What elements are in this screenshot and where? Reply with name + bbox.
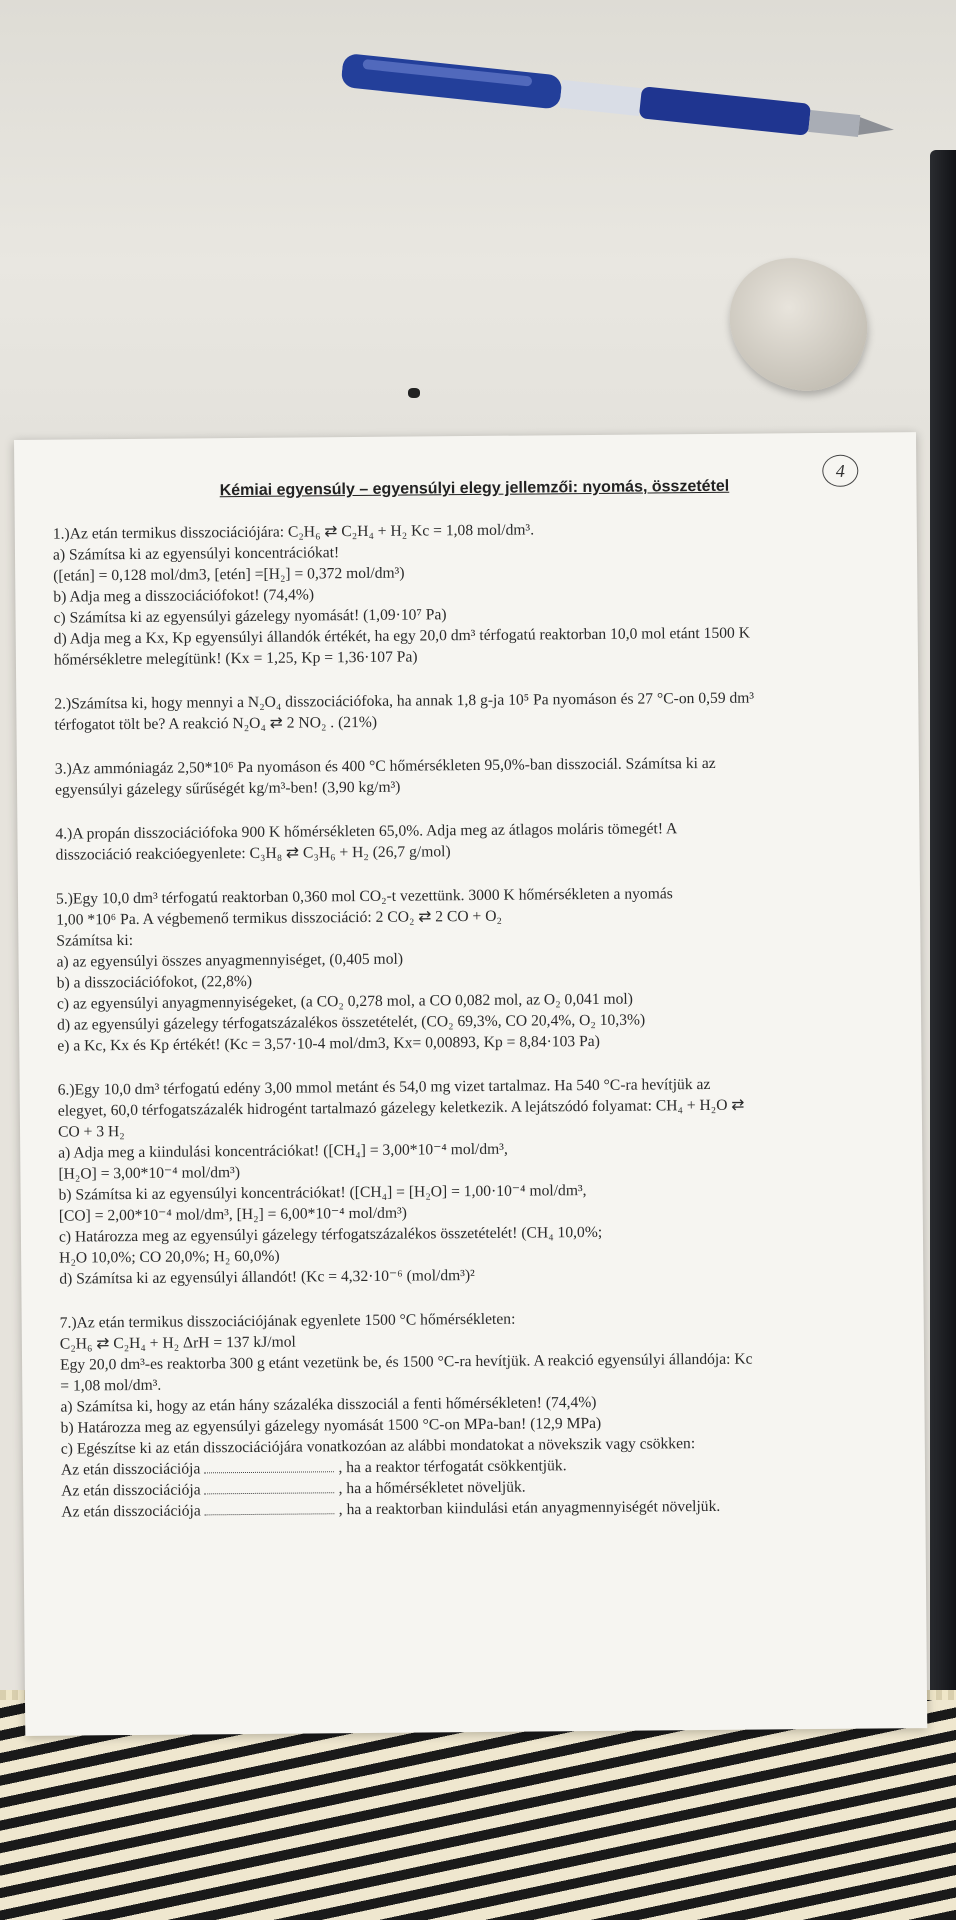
text-line: a) az egyensúlyi összes anyagmennyiséget, (0,405 mol) [56, 950, 404, 971]
fill-in-blank[interactable] [205, 1492, 335, 1494]
worksheet-paper [14, 432, 927, 1736]
fill-in-suffix: , ha a reaktorban kiindulási etán anyagmennyiségét növeljük. [338, 1497, 721, 1519]
fill-in-prefix: Az etán disszociációja [61, 1502, 201, 1521]
text-line: c) Számítsa ki az egyensúlyi gázelegy nyomását! (1,09·10⁷ Pa) [53, 606, 447, 627]
laptop-edge [930, 150, 956, 1710]
text-line: 1.)Az etán termikus disszociációjára: C₂H₆ ⇄ C₂H₄ + H₂ Kc = 1,08 mol/dm³. [52, 521, 535, 543]
text-line: 1,00 *10⁶ Pa. A végbemenő termikus disszociáció: 2 CO₂ ⇄ 2 CO + O₂ [56, 907, 502, 929]
text-line: d) az egyensúlyi gázelegy térfogatszázalékos összetételét, (CO₂ 69,3%, CO 20,4%, O₂ 10,3%) [57, 1011, 646, 1034]
text-line: b) Adja meg a disszociációfokot! (74,4%) [53, 586, 315, 606]
fill-in-suffix: , ha a reaktor térfogatát csökkentjük. [338, 1457, 567, 1477]
text-line: 3.)Az ammóniagáz 2,50*10⁶ Pa nyomáson és 400 °C hőmérsékleten 95,0%-ban disszociál. Számítsa ki az [54, 754, 716, 778]
text-line: térfogatot tölt be? A reakció N₂O₄ ⇄ 2 NO₂ . (21%) [54, 713, 378, 734]
text-line: c) Határozza meg az egyensúlyi gázelegy térfogatszázalékos összetételét! (CH₄ 10,0%; [58, 1223, 603, 1246]
text-line: c) az egyensúlyi anyagmennyiségeket, (a CO₂ 0,278 mol, a CO 0,082 mol, az O₂ 0,041 mol) [56, 990, 634, 1013]
text-line: [H₂O] = 3,00*10⁻⁴ mol/dm³) [58, 1164, 241, 1183]
text-line: d) Számítsa ki az egyensúlyi állandót! (Kc = 4,32·10⁻⁶ (mol/dm³)² [59, 1267, 475, 1288]
text-line: [CO] = 2,00*10⁻⁴ mol/dm³, [H₂] = 6,00*10⁻⁴ mol/dm³) [58, 1204, 408, 1225]
page-number: 4 [822, 455, 858, 487]
text-line: d) Adja meg a Kx, Kp egyensúlyi állandók értékét, ha egy 20,0 dm³ térfogatú reaktorban 10,0 mol etánt 1500 K [53, 624, 751, 648]
ink-dot [408, 388, 420, 398]
text-line: 7.)Az etán termikus disszociációjának egyenlete 1500 °C hőmérsékleten: [59, 1310, 516, 1332]
text-line: H₂O 10,0%; CO 20,0%; H₂ 60,0%) [59, 1247, 280, 1267]
text-line: 4.)A propán disszociációfoka 900 K hőmérsékleten 65,0%. Adja meg az átlagos moláris tömegét! A [55, 820, 678, 843]
text-line: hőmérsékletre melegítünk! (Kx = 1,25, Kp = 1,36·107 Pa) [53, 648, 418, 669]
text-line: CO + 3 H₂ [57, 1123, 125, 1141]
text-line: b) Határozza meg az egyensúlyi gázelegy nyomását 1500 °C-on MPa-ban! (12,9 MPa) [60, 1414, 602, 1437]
text-line: a) Számítsa ki az egyensúlyi koncentrációkat! [52, 544, 340, 564]
text-line: 5.)Egy 10,0 dm³ térfogatú reaktorban 0,360 mol CO₂-t vezettünk. 3000 K hőmérsékleten a nyomás [55, 885, 673, 908]
text-line: a) Számítsa ki, hogy az etán hány százaléka disszociál a fenti hőmérsékleten! (74,4%) [60, 1393, 597, 1416]
text-line: a) Adja meg a kiindulási koncentrációkat! ([CH₄] = 3,00*10⁻⁴ mol/dm³, [58, 1140, 508, 1162]
text-line: 2.)Számítsa ki, hogy mennyi a N₂O₄ disszociációfoka, ha annak 1,8 g-ja 10⁵ Pa nyomáson és 27 °C-on 0,59 dm³ [54, 689, 755, 713]
text-line: disszociáció reakcióegyenlete: C₃H₈ ⇄ C₃H₆ + H₂ (26,7 g/mol) [55, 843, 451, 864]
document-content [53, 516, 914, 1522]
text-line: egyensúlyi gázelegy sűrűségét kg/m³-ben! (3,90 kg/m³) [54, 778, 401, 799]
text-line: b) a disszociációfokot, (22,8%) [56, 972, 253, 992]
text-line: c) Egészítse ki az etán disszociációjára vonatkozóan az alábbi mondatokat a növekszik vagy csökken: [60, 1435, 696, 1458]
fill-in-blank[interactable] [204, 1471, 334, 1473]
text-line: ([etán] = 0,128 mol/dm3, [etén] =[H₂] = 0,372 mol/dm³) [53, 564, 405, 585]
text-line: Egy 20,0 dm³-es reaktorba 300 g etánt vezetünk be, és 1500 °C-ra hevítjük. A reakció egyensúlyi állandója: Kc [60, 1350, 753, 1374]
fill-in-prefix: Az etán disszociációja [61, 1481, 201, 1500]
text-line: e) a Kc, Kx és Kp értékét! (Kc = 3,57·10-4 mol/dm3, Kx= 0,00893, Kp = 8,84·103 Pa) [57, 1032, 600, 1055]
text-line: Számítsa ki: [56, 931, 134, 950]
text-line: elegyet, 60,0 térfogatszázalék hidrogént tartalmazó gázelegy keletkezik. A lejátszódó folyamat: CH₄ + H₂O ⇄ [57, 1096, 745, 1120]
text-line: = 1,08 mol/dm³. [60, 1376, 162, 1395]
fill-in-blank[interactable] [205, 1513, 335, 1515]
text-line: C₂H₆ ⇄ C₂H₄ + H₂ ΔrH = 137 kJ/mol [59, 1333, 296, 1353]
document-title: Kémiai egyensúly – egyensúlyi elegy jellemzői: nyomás, összetétel [219, 477, 730, 500]
text-line: 6.)Egy 10,0 dm³ térfogatú edény 3,00 mmol metánt és 54,0 mg vizet tartalmaz. Ha 540 °C-ra hevítjük az [57, 1075, 711, 1099]
fill-in-suffix: , ha a hőmérsékletet növeljük. [338, 1478, 526, 1498]
fill-in-prefix: Az etán disszociációja [60, 1460, 201, 1479]
text-line: b) Számítsa ki az egyensúlyi koncentrációkat! ([CH₄] = [H₂O] = 1,00·10⁻⁴ mol/dm³, [58, 1182, 587, 1204]
